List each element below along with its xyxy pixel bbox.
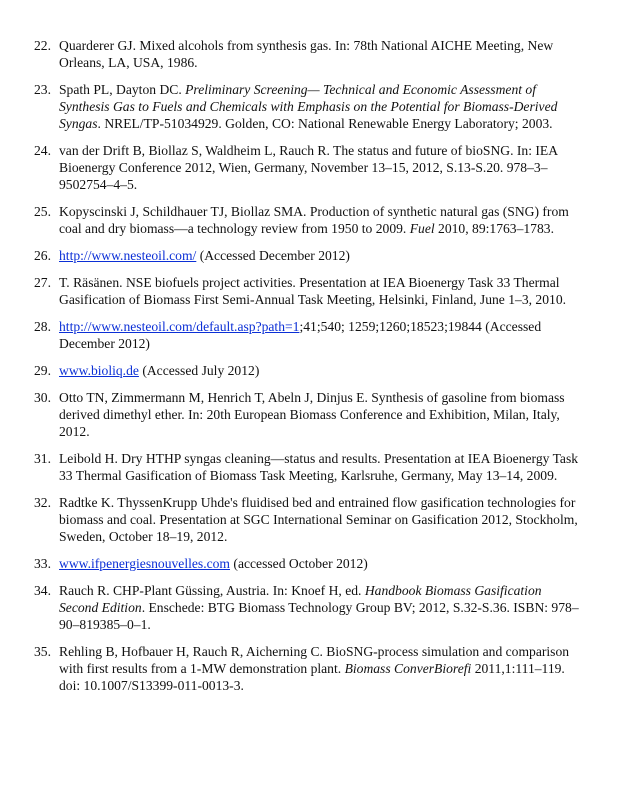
reference-text-segment: Rehling B, Hofbauer H, Rauch R, Aicherning C. BioSNG-process simulation and comparison with first results from a 1-MW demonstration plant.: [59, 644, 570, 676]
reference-item: [0, 274, 617, 308]
reference-link[interactable]: http://www.nesteoil.com/default.asp?path=1: [59, 319, 300, 334]
reference-text-segment: van der Drift B, Biollaz S, Waldheim L, Rauch R. The status and future of bioSNG. In: IEA Bioenergy Conference 2012, Wien, Germany, November 13–15, 2012, S.13-S.20. 978–3–9502754–4–5.: [59, 143, 558, 192]
reference-number: 26.: [34, 248, 51, 263]
reference-text-segment: (Accessed December 2012): [196, 248, 350, 263]
reference-text-segment: Spath PL, Dayton DC.: [59, 82, 186, 97]
reference-text-segment: . NREL/TP-51034929. Golden, CO: National Renewable Energy Laboratory; 2003.: [97, 116, 553, 131]
reference-item: [0, 555, 617, 572]
reference-title-italic: Preliminary Screening— Technical and Economic Assessment of Synthesis Gas to Fuels and Chemicals with Emphasis on the Potential for Biomass-Derived Syngas: [59, 82, 558, 131]
reference-text-segment: T. Räsänen. NSE biofuels project activities. Presentation at IEA Bioenergy Task 33 Thermal Gasification of Biomass First Semi-Annual Task Meeting, Helsinki, Finland, June 1–3, 2010.: [59, 275, 567, 307]
reference-number: 24.: [34, 143, 51, 158]
reference-number: 28.: [34, 319, 51, 334]
reference-item: [0, 203, 617, 237]
reference-number: 35.: [34, 644, 51, 659]
reference-text-segment: (accessed October 2012): [230, 556, 368, 571]
reference-item: [0, 389, 617, 440]
reference-text: [59, 556, 368, 571]
reference-text: [59, 644, 569, 693]
reference-text-segment: 2010, 89:1763–1783.: [434, 221, 554, 236]
reference-item: [0, 494, 617, 545]
reference-item: [0, 81, 617, 132]
reference-number: 30.: [34, 390, 51, 405]
reference-title-italic: Biomass ConverBiorefi: [344, 661, 472, 676]
reference-number: 33.: [34, 556, 51, 571]
reference-text: [59, 38, 553, 70]
reference-text: [59, 204, 569, 236]
reference-text-segment: Rauch R. CHP-Plant Güssing, Austria. In: Knoef H, ed.: [59, 583, 365, 598]
reference-text-segment: Leibold H. Dry HTHP syngas cleaning—status and results. Presentation at IEA Bioenergy Task 33 Thermal Gasification of Biomass Task Meeting, Karlsruhe, Germany, May 13–14, 2009.: [59, 451, 579, 483]
reference-text-segment: Kopyscinski J, Schildhauer TJ, Biollaz SMA. Production of synthetic natural gas (SNG) from coal and dry biomass—a technology review from 1950 to 2009.: [59, 204, 569, 236]
reference-text: [59, 583, 579, 632]
reference-number: 25.: [34, 204, 51, 219]
reference-list: [0, 37, 617, 704]
reference-title-italic: Handbook Biomass Gasification Second Edition: [59, 583, 542, 615]
reference-text-segment: Radtke K. ThyssenKrupp Uhde's fluidised bed and entrained flow gasification technologies for biomass and coal. Presentation at SGC International Seminar on Gasification 2012, Stockholm, Sweden, October 18–19, 2012.: [59, 495, 578, 544]
reference-text: [59, 143, 557, 192]
reference-link[interactable]: http://www.nesteoil.com/: [59, 248, 197, 263]
reference-title-italic: Fuel: [409, 221, 435, 236]
reference-text: [59, 363, 259, 378]
reference-number: 32.: [34, 495, 51, 510]
reference-link[interactable]: www.bioliq.de: [59, 363, 139, 378]
reference-text-segment: ;41;540; 1259;1260;18523;19844 (Accessed December 2012): [59, 319, 542, 351]
reference-text: [59, 275, 566, 307]
reference-item: [0, 582, 617, 633]
reference-text-segment: Otto TN, Zimmermann M, Henrich T, Abeln J, Dinjus E. Synthesis of gasoline from biomass derived dimethyl ether. In: 20th European Biomass Conference and Exhibition, Milan, Italy, 2012.: [59, 390, 565, 439]
reference-text: [59, 390, 565, 439]
reference-text-segment: 2011,1:111–119. doi: 10.1007/S13399-011-0013-3.: [59, 661, 565, 693]
reference-item: [0, 142, 617, 193]
reference-text: [59, 319, 541, 351]
reference-number: 27.: [34, 275, 51, 290]
reference-item: [0, 643, 617, 694]
reference-number: 29.: [34, 363, 51, 378]
reference-number: 23.: [34, 82, 51, 97]
reference-item: [0, 247, 617, 264]
reference-text: [59, 495, 578, 544]
reference-text-segment: . Enschede: BTG Biomass Technology Group BV; 2012, S.32-S.36. ISBN: 978–90–819385–0–1.: [59, 600, 579, 632]
reference-text-segment: Quarderer GJ. Mixed alcohols from synthesis gas. In: 78th National AICHE Meeting, New Orleans, LA, USA, 1986.: [59, 38, 554, 70]
reference-item: [0, 450, 617, 484]
reference-number: 34.: [34, 583, 51, 598]
reference-number: 22.: [34, 38, 51, 53]
reference-item: [0, 362, 617, 379]
reference-number: 31.: [34, 451, 51, 466]
reference-item: [0, 318, 617, 352]
reference-text: [59, 82, 557, 131]
reference-text: [59, 248, 350, 263]
reference-text-segment: (Accessed July 2012): [138, 363, 260, 378]
reference-link[interactable]: www.ifpenergiesnouvelles.com: [59, 556, 231, 571]
reference-item: [0, 37, 617, 71]
reference-text: [59, 451, 578, 483]
